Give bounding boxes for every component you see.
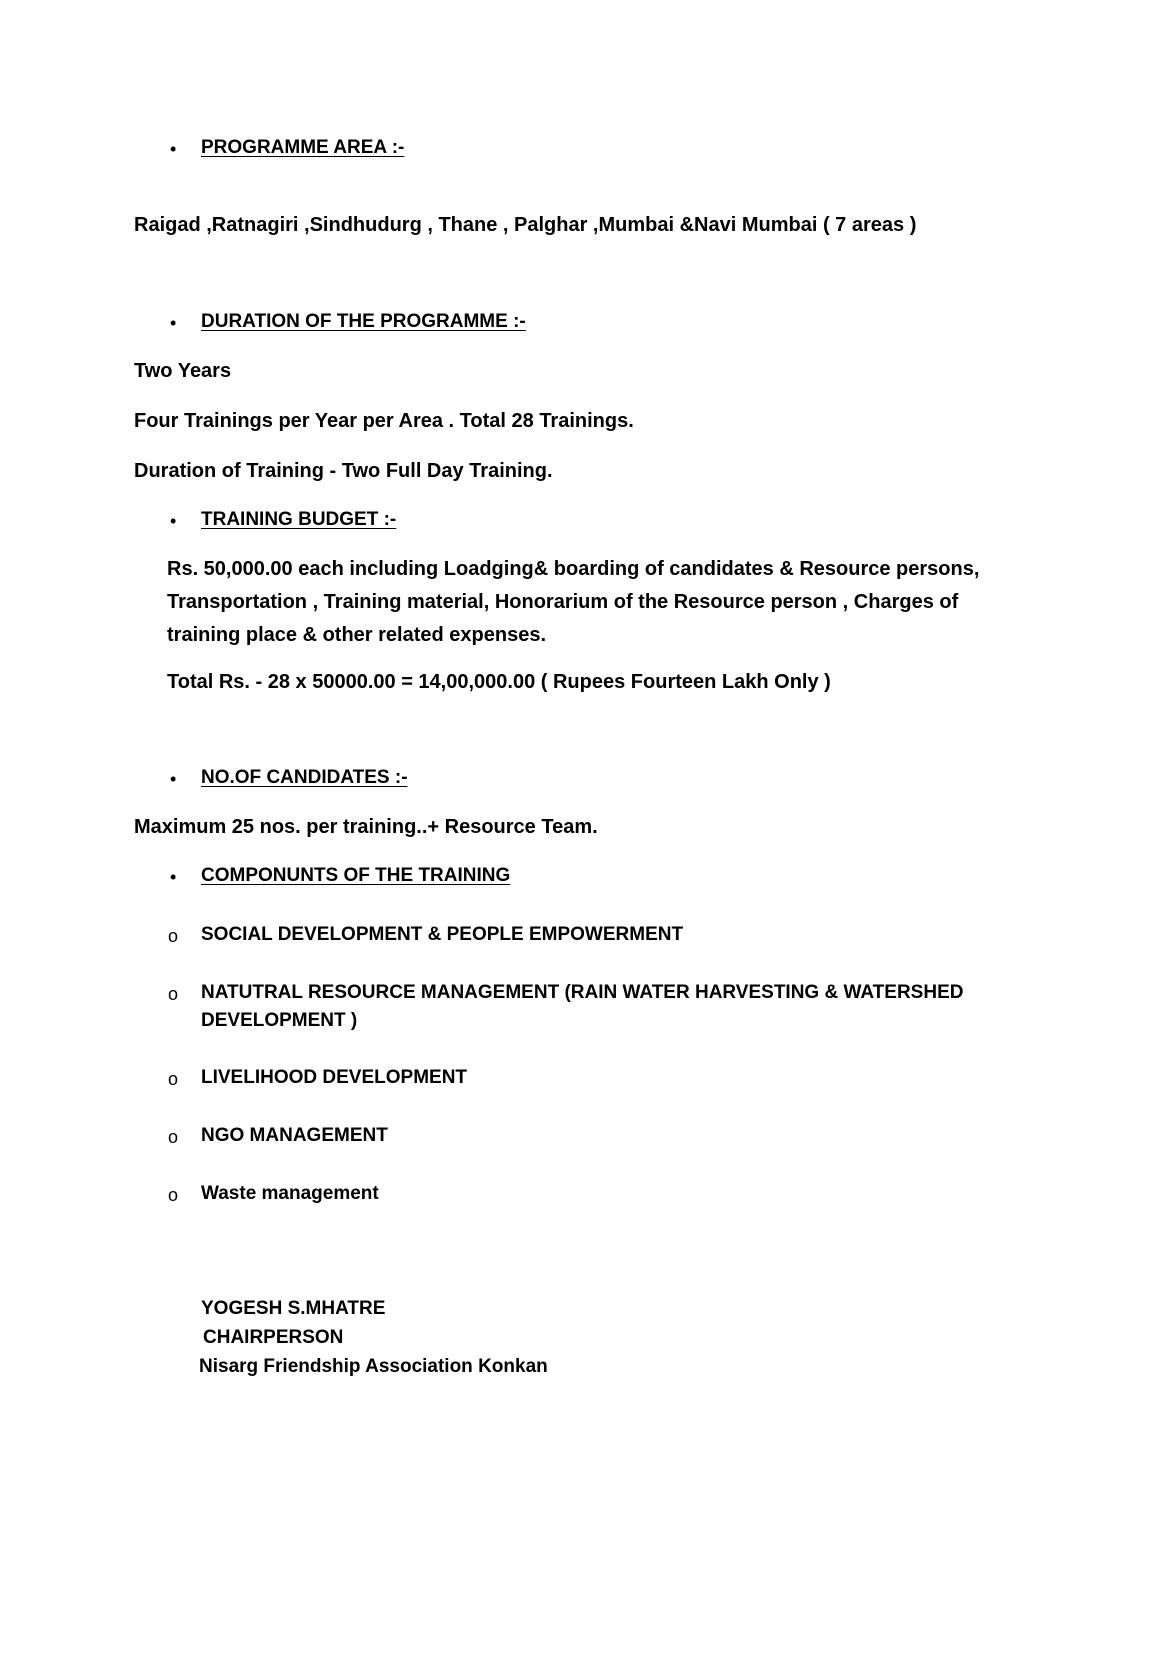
- component-item: Waste management: [201, 1183, 379, 1204]
- sub-bullet: o: [168, 926, 179, 946]
- signatory-organization: Nisarg Friendship Association Konkan: [199, 1356, 548, 1377]
- duration-heading: DURATION OF THE PROGRAMME :-: [201, 311, 526, 332]
- sub-bullet: o: [168, 1069, 179, 1089]
- budget-text: Rs. 50,000.00 each including Loadging& boarding of candidates & Resource persons, Transportation , Training material, Honorarium of the Resource person , Charges of training place & other related expenses.: [167, 558, 980, 646]
- signatory-name: YOGESH S.MHATRE: [201, 1298, 386, 1319]
- component-item: NGO MANAGEMENT: [201, 1125, 388, 1146]
- bullet-budget: •: [170, 511, 177, 531]
- candidates-heading: NO.OF CANDIDATES :-: [201, 767, 408, 788]
- components-heading: COMPONUNTS OF THE TRAINING: [201, 865, 511, 886]
- bullet-components: •: [170, 867, 177, 887]
- budget-total: Total Rs. - 28 x 50000.00 = 14,00,000.00 ( Rupees Fourteen Lakh Only ): [167, 671, 831, 693]
- budget-heading: TRAINING BUDGET :-: [201, 509, 397, 530]
- sub-bullet: o: [168, 1185, 179, 1205]
- duration-trainings: Four Trainings per Year per Area . Total 28 Trainings.: [134, 410, 634, 432]
- sub-bullet: o: [168, 984, 179, 1004]
- bullet-programme-area: •: [170, 139, 177, 159]
- programme-area-heading: PROGRAMME AREA :-: [201, 137, 405, 158]
- duration-of-training: Duration of Training - Two Full Day Training.: [134, 460, 553, 482]
- component-item: SOCIAL DEVELOPMENT & PEOPLE EMPOWERMENT: [201, 924, 684, 945]
- sub-bullet: o: [168, 1127, 179, 1147]
- signatory-title: CHAIRPERSON: [203, 1327, 344, 1348]
- programme-area-text: Raigad ,Ratnagiri ,Sindhudurg , Thane , Palghar ,Mumbai &Navi Mumbai ( 7 areas ): [134, 214, 917, 236]
- candidates-text: Maximum 25 nos. per training..+ Resource Team.: [134, 816, 598, 838]
- bullet-duration: •: [170, 313, 177, 333]
- duration-years: Two Years: [134, 360, 232, 382]
- component-item: NATUTRAL RESOURCE MANAGEMENT (RAIN WATER HARVESTING & WATERSHED: [201, 982, 964, 1003]
- bullet-candidates: •: [170, 769, 177, 789]
- component-item: LIVELIHOOD DEVELOPMENT: [201, 1067, 468, 1088]
- component-item-continued: DEVELOPMENT ): [201, 1010, 358, 1031]
